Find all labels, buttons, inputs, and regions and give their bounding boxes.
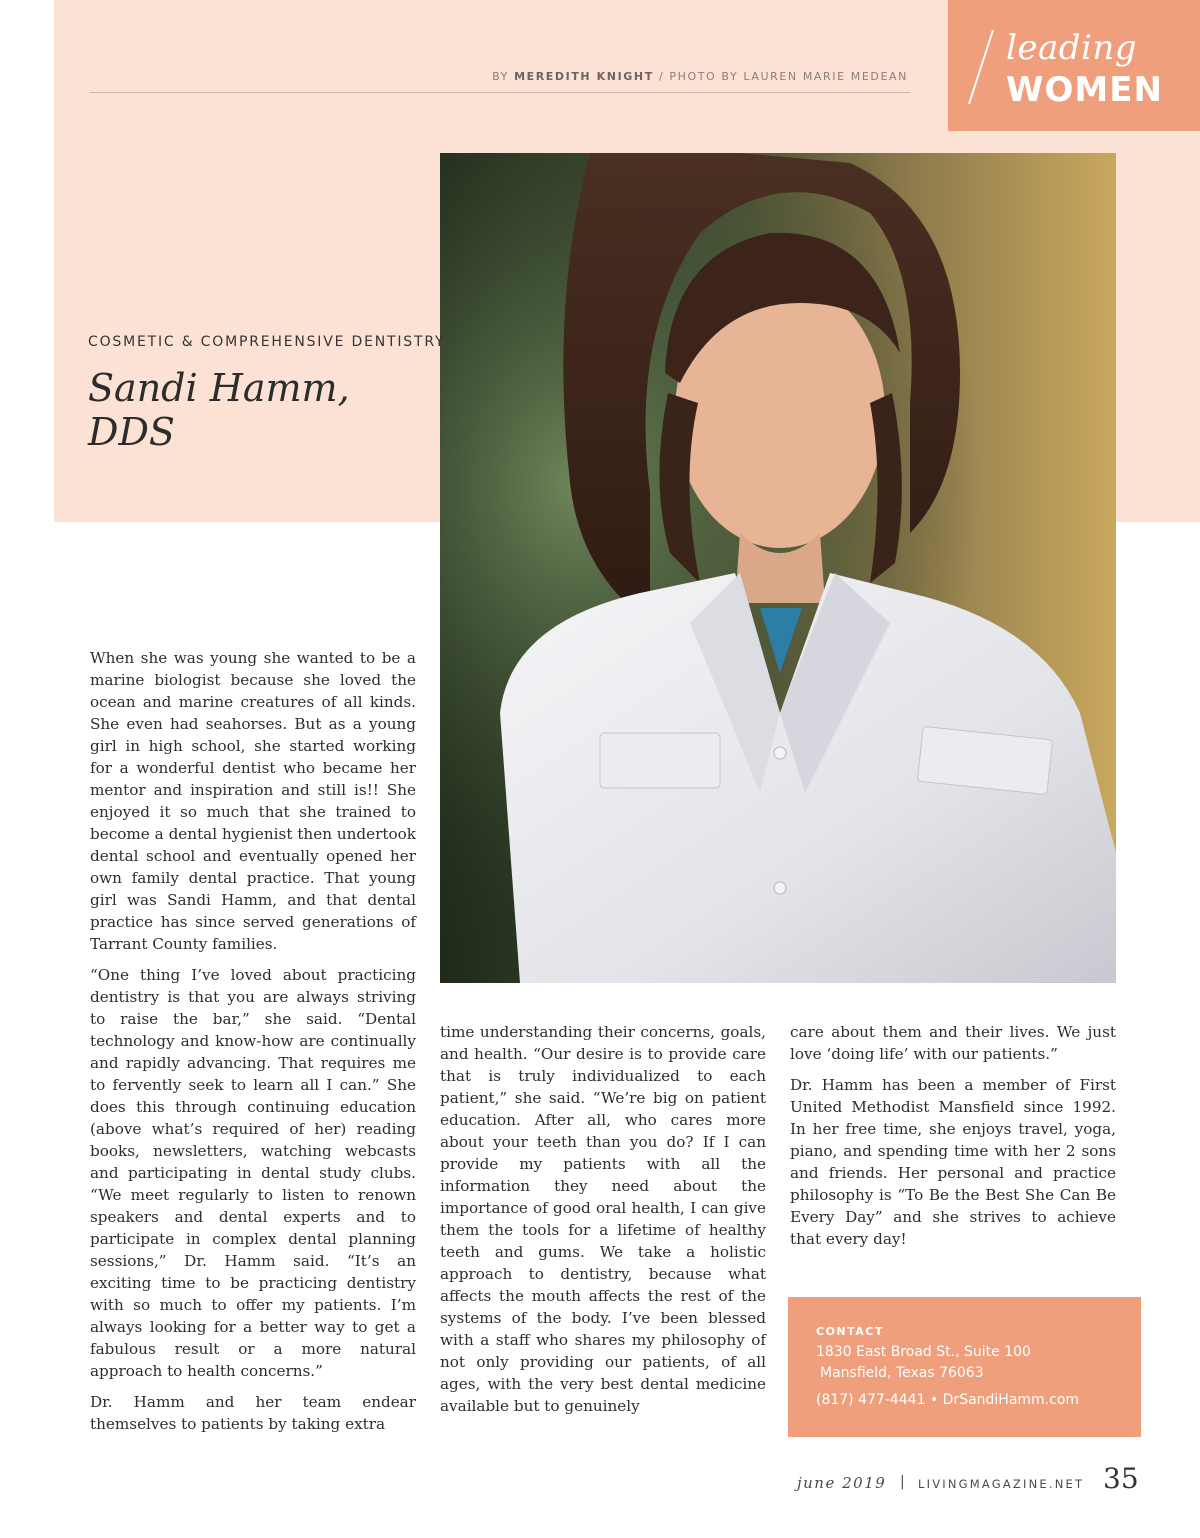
paragraph: care about them and their lives. We just love ‘doing life’ with our patients.”: [790, 1023, 1116, 1063]
section-tab-leading: leading: [1006, 28, 1138, 68]
byline-by: BY: [492, 70, 509, 83]
article-category: COSMETIC & COMPREHENSIVE DENTISTRY: [88, 334, 446, 350]
paragraph: “One thing I’ve loved about practicing dentistry is that you are always striving to raise the bar,” she said. “Dental technology and know-how are continually and rapidly advancing. That requires me to fervently seek to learn all I can.” She does this through continuing education (above what’s required of her) reading books, newsletters, watching webcasts and participating in dental study clubs. “We meet regularly to listen to renown speakers and dental experts and to participate in complex dental planning sessions,” Dr. Hamm said. “It’s an exciting time to be practicing dentistry with so much to offer my patients. I’m always looking for a better way to get a fabulous result or a more natural approach to health concerns.”: [90, 966, 416, 1380]
contact-phone-web: (817) 477-4441 • DrSandiHamm.com: [816, 1392, 1080, 1408]
page-number: 35: [1103, 1462, 1139, 1495]
footer-website: LIVINGMAGAZINE.NET: [918, 1477, 1085, 1491]
section-tab-women: WOMEN: [1006, 70, 1163, 110]
contact-heading: CONTACT: [816, 1325, 884, 1338]
portrait-photo: [440, 153, 1116, 983]
body-column-2: [440, 1021, 766, 1426]
byline: [492, 70, 908, 83]
contact-address-line-2: Mansfield, Texas 76063: [820, 1365, 984, 1381]
footer-separator: |: [900, 1474, 905, 1490]
body-column-1: [90, 647, 416, 1444]
title-line-2: DDS: [88, 410, 175, 454]
body-column-3: [790, 1021, 1116, 1259]
paragraph: Dr. Hamm and her team endear themselves to patients by taking extra: [90, 1393, 416, 1433]
byline-rule: [90, 92, 910, 93]
byline-photo-credit: / PHOTO BY LAUREN MARIE MEDEAN: [658, 70, 908, 83]
paragraph: time understanding their concerns, goals, and health. “Our desire is to provide care that is truly individualized to each patient,” she said. “We’re big on patient education. After all, who cares more about your teeth than you do? If I can provide my patients with all the information they need about the importance of good oral health, I can give them the tools for a lifetime of healthy teeth and gums. We take a holistic approach to dentistry, because what affects the mouth affects the rest of the systems of the body. I’ve been blessed with a staff who shares my philosophy of not only providing our patients, of all ages, with the very best dental medicine available but to genuinely: [440, 1023, 766, 1415]
contact-address-line-1: 1830 East Broad St., Suite 100: [816, 1344, 1031, 1360]
contact-box: [788, 1297, 1141, 1437]
footer-issue-date: june 2019: [797, 1474, 887, 1492]
byline-author: MEREDITH KNIGHT: [514, 70, 654, 83]
paragraph: When she was young she wanted to be a marine biologist because she loved the ocean and marine creatures of all kinds. She even had seahorses. But as a young girl in high school, she started working for a wonderful dentist who became her mentor and inspiration and still is!! She enjoyed it so much that she trained to become a dental hygienist then undertook dental school and eventually opened her own family dental practice. That young girl was Sandi Hamm, and that dental practice has since served generations of Tarrant County families.: [90, 649, 416, 953]
article-title: [88, 366, 428, 454]
paragraph: Dr. Hamm has been a member of First United Methodist Mansfield since 1992. In her free time, she enjoys travel, yoga, piano, and spending time with her 2 sons and friends. Her personal and practice philosophy is “To Be the Best She Can Be Every Day” and she strives to achieve that every day!: [790, 1076, 1116, 1248]
title-line-1: Sandi Hamm,: [88, 366, 350, 410]
